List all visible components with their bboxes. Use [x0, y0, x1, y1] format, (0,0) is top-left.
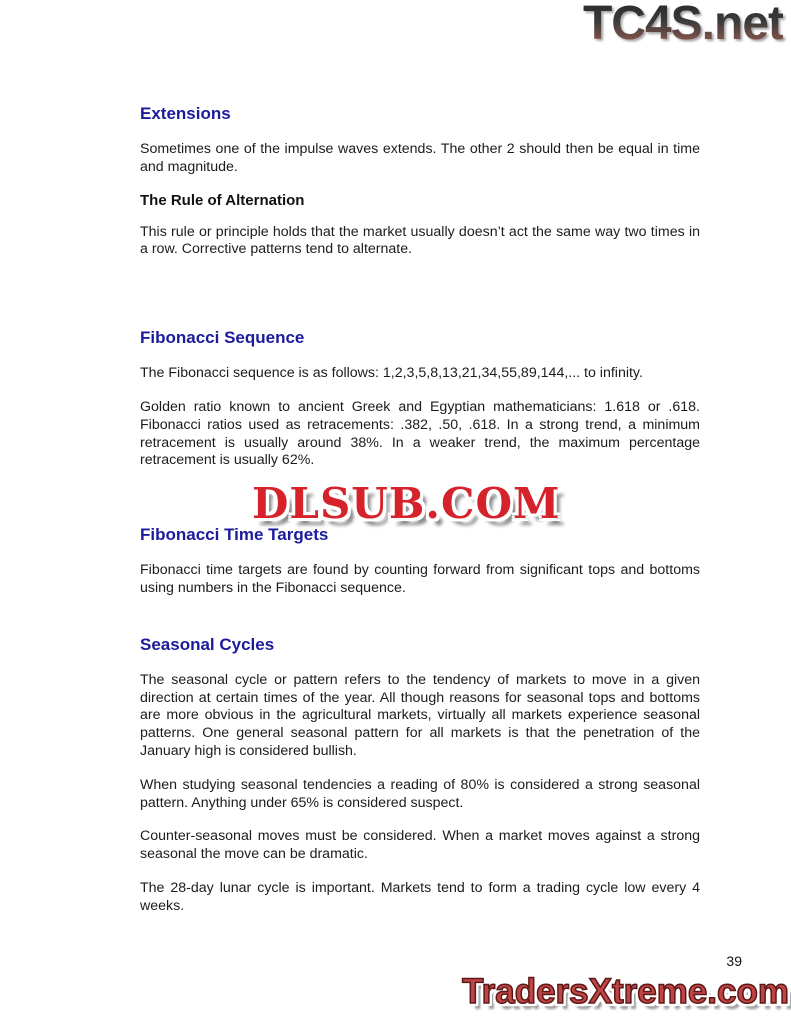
dlsub-watermark: DLSUB.COM	[252, 479, 561, 528]
page-content	[140, 0, 700, 916]
heading-seasonal-cycles: Seasonal Cycles	[140, 634, 275, 654]
paragraph-fibonacci-sequence-1: The Fibonacci sequence is as follows: 1,2,3,5,8,13,21,34,55,89,144,... to infinity.	[140, 365, 643, 382]
heading-rule-of-alternation: The Rule of Alternation	[140, 191, 305, 209]
heading-fibonacci-time-targets: Fibonacci Time Targets	[140, 525, 329, 545]
paragraph-fibonacci-sequence-2: Golden ratio known to ancient Greek and Egyptian mathematicians: 1.618 or .618. Fibonacci ratios used as retracements: .382, .50, .618. In a strong trend, a minimum retracement is usually around 38%. In a weaker trend, the maximum percentage retracement is usually 62%.	[140, 398, 700, 469]
paragraph-seasonal-cycles-1: The seasonal cycle or pattern refers to the tendency of markets to move in a given direction at certain times of the year. All though reasons for seasonal tops and bottoms are more obvious in the agricultural markets, virtually all markets experience seasonal patterns. One general seasonal pattern for all markets is that the penetration of the January high is considered bullish.	[140, 671, 700, 759]
paragraph-fibonacci-time-targets: Fibonacci time targets are found by counting forward from significant tops and bottoms using numbers in the Fibonacci sequence.	[140, 562, 700, 596]
tradersxtreme-site-watermark: TradersXtreme.com	[462, 972, 789, 1011]
paragraph-seasonal-cycles-4: The 28-day lunar cycle is important. Markets tend to form a trading cycle low every 4 weeks.	[140, 879, 700, 914]
paragraph-seasonal-cycles-3: Counter-seasonal moves must be considered. When a market moves against a strong seasonal the move can be dramatic.	[140, 828, 700, 863]
paragraph-rule-of-alternation: This rule or principle holds that the market usually doesn’t act the same way two times in a row. Corrective patterns tend to alternate.	[140, 223, 700, 258]
page-number: 39	[726, 953, 742, 969]
paragraph-extensions: Sometimes one of the impulse waves extends. The other 2 should then be equal in time and magnitude.	[140, 141, 700, 175]
paragraph-seasonal-cycles-2: When studying seasonal tendencies a reading of 80% is considered a strong seasonal pattern. Anything under 65% is considered suspect.	[140, 776, 700, 811]
tc4s-site-watermark: TC4S.net	[583, 0, 783, 51]
heading-fibonacci-sequence: Fibonacci Sequence	[140, 328, 305, 348]
heading-extensions: Extensions	[140, 104, 231, 123]
